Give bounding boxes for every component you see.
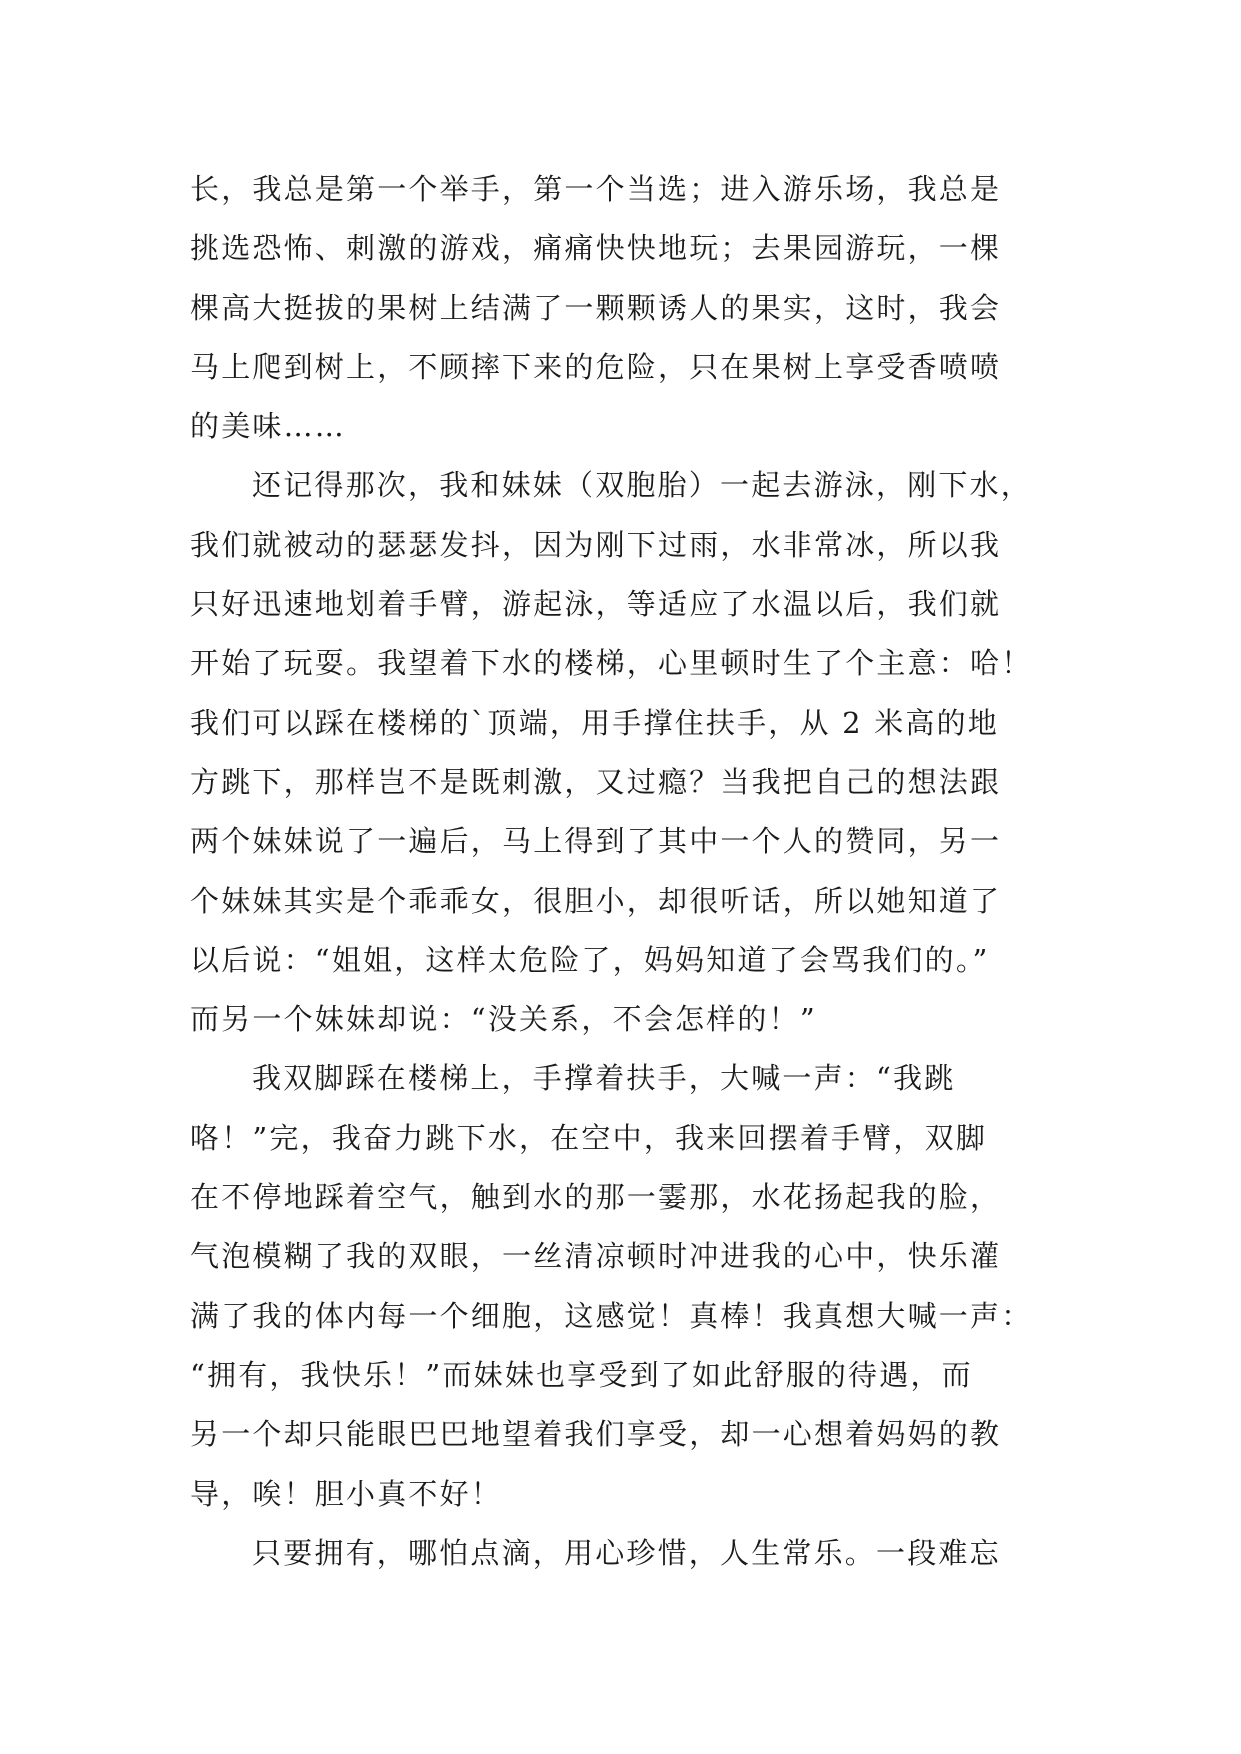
text-line: 只要拥有，哪怕点滴，用心珍惜，人生常乐。一段难忘 <box>252 1535 1001 1570</box>
text-line: 以后说：“姐姐，这样太危险了，妈妈知道了会骂我们的。” <box>190 942 990 977</box>
text-line: 两个妹妹说了一遍后，马上得到了其中一个人的赞同，另一 <box>190 824 1002 859</box>
text-line: 个妹妹其实是个乖乖女，很胆小，却很听话，所以她知道了 <box>190 883 1002 918</box>
text-line: 马上爬到树上，不顾摔下来的危险，只在果树上享受香喷喷 <box>190 349 1002 384</box>
text-line: 的美味…… <box>190 409 347 444</box>
text-line: 导，唉！胆小真不好！ <box>190 1476 503 1511</box>
text-line: 气泡模糊了我的双眼，一丝清凉顿时冲进我的心中，快乐灌 <box>190 1239 1002 1274</box>
text-line: 棵高大挺拔的果树上结满了一颗颗诱人的果实，这时，我会 <box>190 290 1002 325</box>
text-line: “拥有，我快乐！”而妹妹也享受到了如此舒服的待遇，而 <box>190 1357 973 1392</box>
text-line: 在不停地踩着空气，触到水的那一霎那，水花扬起我的脸， <box>190 1180 1002 1215</box>
text-line: 只好迅速地划着手臂，游起泳，等适应了水温以后，我们就 <box>190 587 1002 622</box>
text-line: 我们就被动的瑟瑟发抖，因为刚下过雨，水非常冰，所以我 <box>190 527 1002 562</box>
text-line: 我双脚踩在楼梯上，手撑着扶手，大喊一声：“我跳 <box>252 1061 956 1096</box>
text-line: 而另一个妹妹却说：“没关系，不会怎样的！” <box>190 1002 817 1037</box>
text-line: 还记得那次，我和妹妹（双胞胎）一起去游泳，刚下水， <box>252 468 1033 503</box>
body-text <box>190 160 1050 1583</box>
text-line: 开始了玩耍。我望着下水的楼梯，心里顿时生了个主意：哈！ <box>190 646 1033 681</box>
text-line: 挑选恐怖、刺激的游戏，痛痛快快地玩；去果园游玩，一棵 <box>190 231 1002 266</box>
text-line: 长，我总是第一个举手，第一个当选；进入游乐场，我总是 <box>190 172 1002 206</box>
text-line: 我们可以踩在楼梯的`顶端，用手撑住扶手，从 2 米高的地 <box>190 705 999 740</box>
text-line: 另一个却只能眼巴巴地望着我们享受，却一心想着妈妈的教 <box>190 1417 1002 1452</box>
text-line: 方跳下，那样岂不是既刺激，又过瘾？当我把自己的想法跟 <box>190 764 1002 799</box>
text-line: 咯！”完，我奋力跳下水，在空中，我来回摆着手臂，双脚 <box>190 1120 988 1155</box>
text-line: 满了我的体内每一个细胞，这感觉！真棒！我真想大喊一声： <box>190 1298 1033 1333</box>
